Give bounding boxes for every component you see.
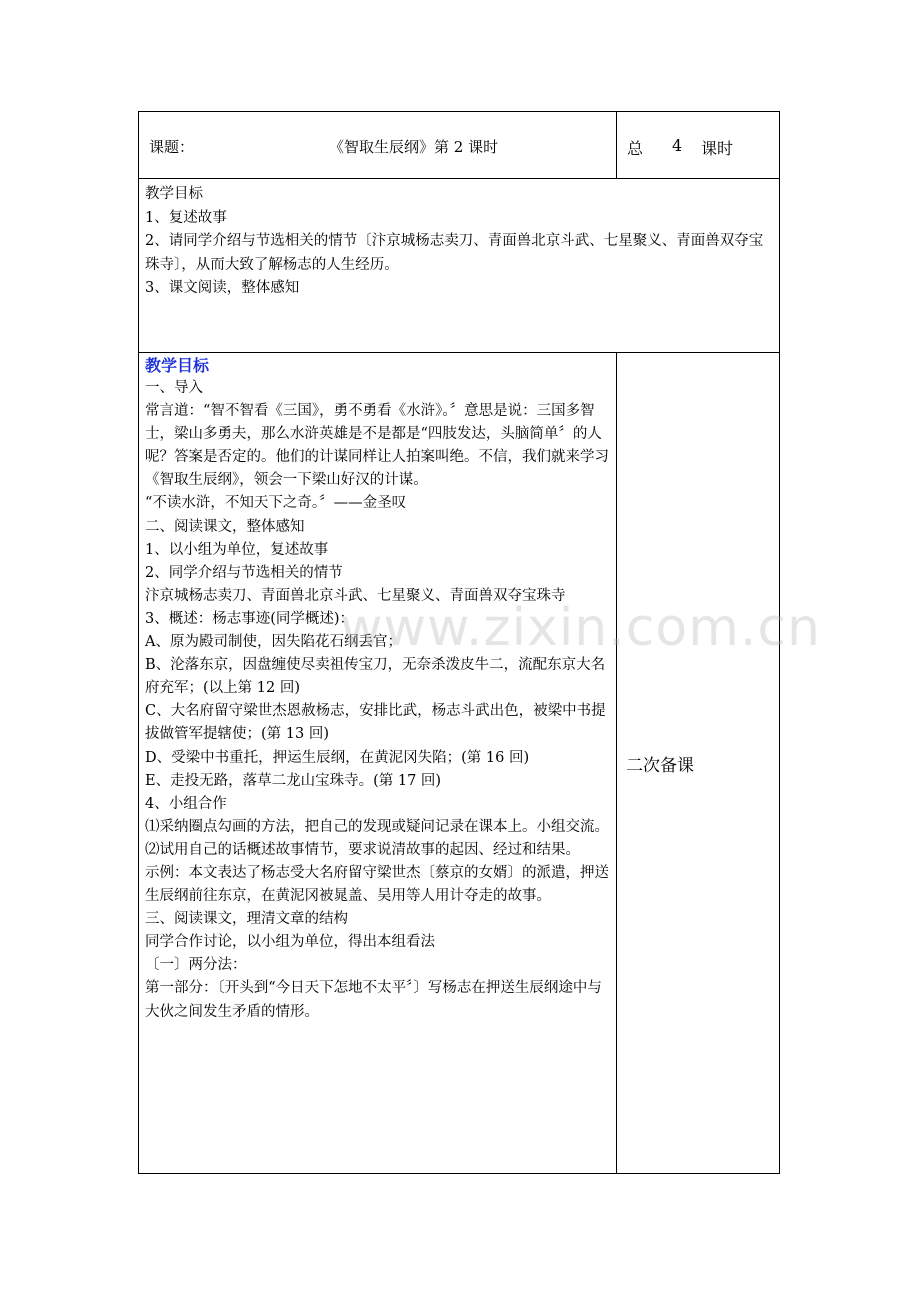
content-line: E、走投无路，落草二龙山宝珠寺。(第 17 回) — [145, 772, 442, 789]
main-heading: 教学目标 — [145, 356, 210, 375]
title-cell — [139, 112, 617, 179]
content-line: 3、概述：杨志事迹(同学概述)： — [145, 610, 355, 627]
lesson-plan-table — [138, 111, 780, 1174]
lesson-title: 《智取生辰纲》第 2 课时 — [329, 138, 499, 156]
goals-cell — [139, 179, 780, 353]
content-line: 汴京城杨志卖刀、青面兽北京斗武、七星聚义、青面兽双夺宝珠寺 — [145, 587, 566, 604]
title-label: 课题： — [149, 138, 195, 156]
hours-prefix: 总 — [627, 139, 644, 158]
content-line: C、大名府留守梁世杰恩赦杨志，安排比武，杨志斗武出色，被梁中书提拔做管军提辖使；(第 13 回) — [145, 703, 606, 743]
content-line: 2、同学介绍与节选相关的情节 — [145, 564, 343, 581]
second-prep-label: 二次备课 — [626, 756, 694, 776]
goal-item: 2、请同学介绍与节选相关的情节〔汴京城杨志卖刀、青面兽北京斗武、七星聚义、青面兽双夺宝珠寺〕，从而大致了解杨志的人生经历。 — [145, 233, 764, 273]
content-line: ⑴采纳圈点勾画的方法，把自己的发现或疑问记录在课本上。小组交流。 — [145, 818, 609, 835]
header-row — [139, 112, 780, 179]
content-line: 同学合作讨论，以小组为单位，得出本组看法 — [145, 934, 435, 951]
content-line: 二、阅读课文，整体感知 — [145, 518, 305, 535]
goal-item: 1、复述故事 — [145, 209, 227, 226]
hours-cell — [617, 112, 780, 179]
main-content-cell — [139, 353, 617, 1174]
goal-item: 3、课文阅读，整体感知 — [145, 280, 300, 296]
content-line: D、受梁中书重托，押运生辰纲，在黄泥冈失陷；(第 16 回) — [145, 749, 530, 766]
content-line: 第一部分：〔开头到“今日天下怎地不太平〞〕写杨志在押送生辰纲途中与大伙之间发生矛盾的情形。 — [145, 980, 602, 1020]
content-line: 4、小组合作 — [145, 795, 227, 812]
goals-row — [139, 179, 780, 353]
watermark: www.zixin.com.cn — [340, 598, 821, 658]
side-notes-cell — [617, 353, 780, 1174]
content-line: “不读水浒，不知天下之奇。〞——金圣叹 — [145, 495, 407, 512]
hours-unit: 课时 — [701, 139, 734, 158]
content-line: 三、阅读课文，理清文章的结构 — [145, 911, 348, 928]
content-line: 常言道：“智不智看《三国》，勇不勇看《水浒》。〞意思是说：三国多智士，梁山多勇夫，那么水浒英雄是不是都是“四肢发达，头脑简单〞的人呢？答案是否定的。他们的计谋同样让人拍案叫绝。不信，我们就来学习《智取生辰纲》，领会一下梁山好汉的计谋。 — [145, 403, 609, 489]
content-line: 示例：本文表达了杨志受大名府留守梁世杰〔蔡京的女婿〕的派遣，押送生辰纲前往东京，在黄泥冈被晁盖、吴用等人用计夺走的故事。 — [145, 864, 609, 905]
content-line: B、沦落东京，因盘缠使尽卖祖传宝刀，无奈杀泼皮牛二，流配东京大名府充军；(以上第 12 回) — [145, 657, 606, 697]
goals-heading: 教学目标 — [145, 186, 203, 202]
main-row — [139, 353, 780, 1174]
content-line: 一、导入 — [145, 380, 203, 396]
content-line: 〔一〕两分法： — [145, 957, 247, 974]
hours-number: 4 — [672, 136, 683, 155]
content-line: A、原为殿司制使，因失陷花石纲丢官； — [145, 634, 402, 651]
content-line: ⑵试用自己的话概述故事情节，要求说清故事的起因、经过和结果。 — [145, 841, 580, 858]
content-line: 1、以小组为单位，复述故事 — [145, 541, 329, 558]
